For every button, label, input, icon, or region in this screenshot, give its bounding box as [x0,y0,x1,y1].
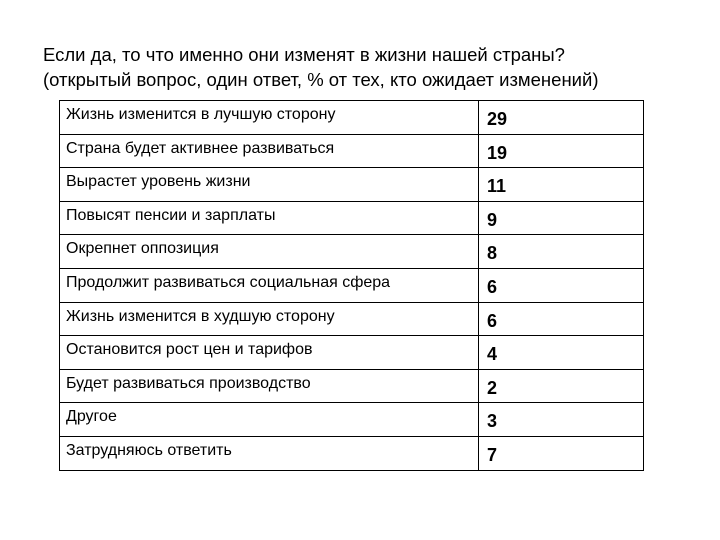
table-row [60,302,644,336]
table-row [60,268,644,302]
page-title [43,42,693,92]
row-value: 11 [479,168,644,202]
row-value: 6 [479,268,644,302]
table-row [60,436,644,470]
title-line-1: Если да, то что именно они изменят в жизни нашей страны? [43,44,565,65]
results-table [59,100,644,471]
row-value: 8 [479,235,644,269]
table-row [60,134,644,168]
row-label: Будет развиваться производство [60,369,479,403]
row-value: 4 [479,336,644,370]
row-label: Жизнь изменится в худшую сторону [60,302,479,336]
row-value: 2 [479,369,644,403]
table-row [60,168,644,202]
table-row [60,336,644,370]
row-value: 9 [479,201,644,235]
row-value: 3 [479,403,644,437]
table-row [60,235,644,269]
table-row [60,403,644,437]
row-value: 19 [479,134,644,168]
row-label: Жизнь изменится в лучшую сторону [60,101,479,135]
row-label: Продолжит развиваться социальная сфера [60,268,479,302]
row-label: Страна будет активнее развиваться [60,134,479,168]
table-row [60,101,644,135]
row-label: Остановится рост цен и тарифов [60,336,479,370]
row-label: Другое [60,403,479,437]
table-row [60,369,644,403]
row-value: 6 [479,302,644,336]
row-label: Окрепнет оппозиция [60,235,479,269]
row-value: 7 [479,436,644,470]
row-value: 29 [479,101,644,135]
row-label: Вырастет уровень жизни [60,168,479,202]
results-table-body [60,101,644,471]
table-row [60,201,644,235]
row-label: Затрудняюсь ответить [60,436,479,470]
title-line-2: (открытый вопрос, один ответ, % от тех, кто ожидает изменений) [43,69,599,90]
row-label: Повысят пенсии и зарплаты [60,201,479,235]
